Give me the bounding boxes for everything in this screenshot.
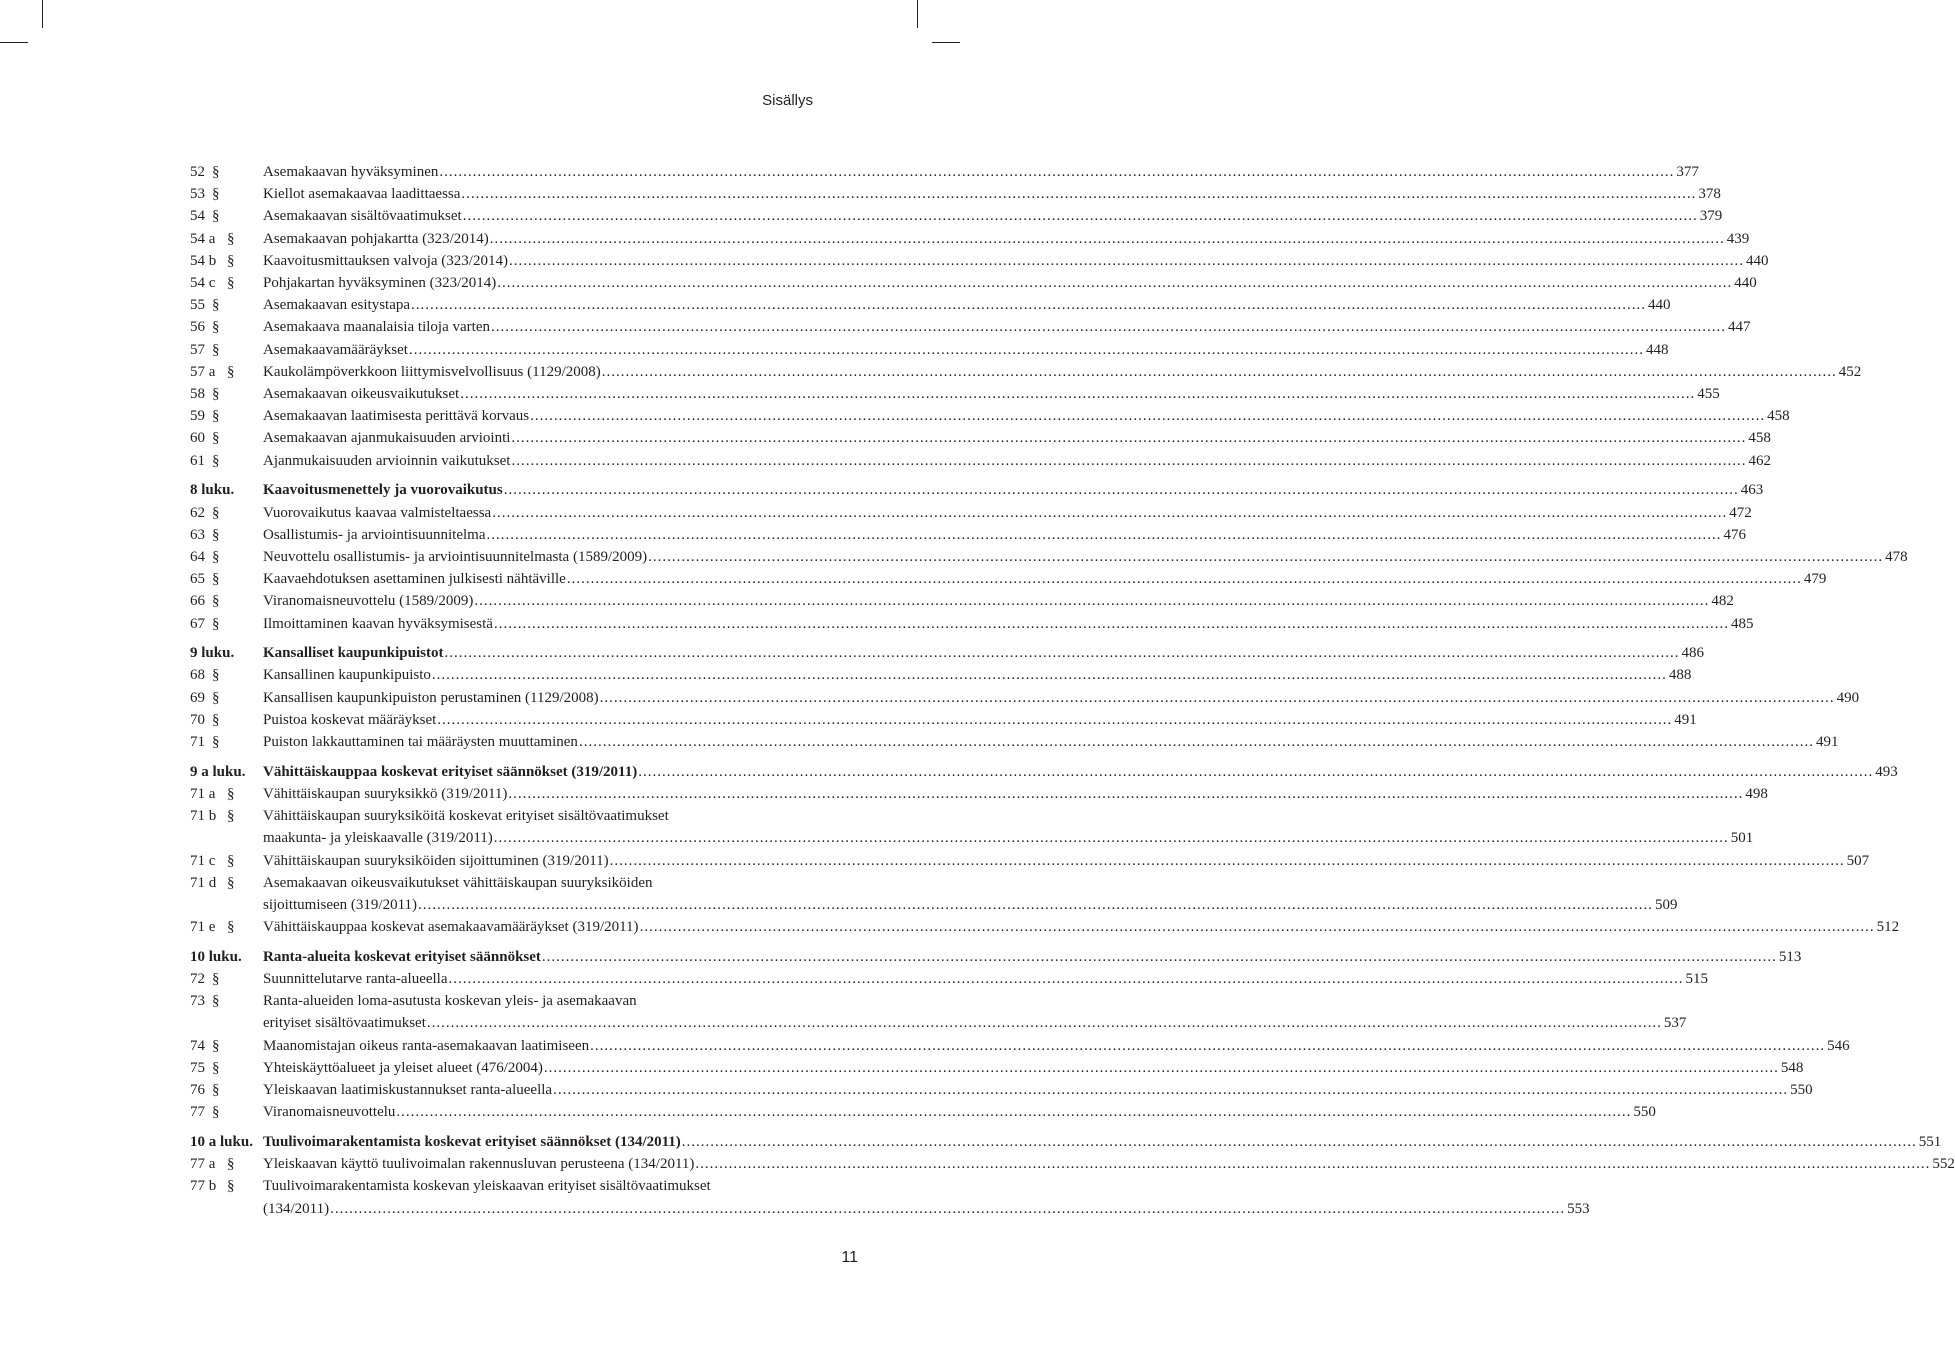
toc-entry-page: 479 (1803, 571, 1827, 588)
toc-entry-line (263, 761, 1898, 783)
toc-entry (190, 805, 813, 827)
section-sign: § (227, 808, 235, 825)
toc-entry (190, 709, 1697, 731)
dot-leader: .................................................................................................................................................................................................................................................................... (474, 593, 1710, 610)
dot-leader: .................................................................................................................................................................................................................................................................... (638, 763, 1874, 780)
section-sign: § (212, 1082, 220, 1098)
toc-entry-number: 76 (190, 1082, 205, 1098)
toc-entry-title: Pohjakartan hyväksyminen (323/2014) (263, 275, 497, 291)
toc-entry-page: 548 (1780, 1059, 1804, 1076)
toc-entry-line (263, 783, 1768, 805)
toc-entry (190, 383, 1720, 405)
toc-entry-line (263, 405, 1790, 427)
section-sign: § (212, 504, 220, 521)
dot-leader: .................................................................................................................................................................................................................................................................... (460, 386, 1696, 402)
toc-entry-continuation (190, 1198, 1590, 1220)
toc-entry-line (263, 916, 1900, 938)
toc-entry-line (263, 502, 1752, 524)
toc-entry-line (263, 183, 1721, 205)
toc-entry (190, 916, 1900, 938)
toc-entry-number: 55 (190, 297, 205, 314)
toc-entry-title: Vähittäiskaupan suuryksikkö (319/2011) (263, 785, 508, 802)
toc-entry-line (263, 590, 1734, 612)
toc-chapter (190, 642, 1704, 664)
toc-entry-number: 71 a (190, 785, 216, 802)
section-sign: § (227, 874, 235, 891)
dot-leader: .................................................................................................................................................................................................................................................................... (418, 896, 1654, 913)
toc-entry-page: 550 (1633, 1104, 1656, 1121)
toc-entry (190, 731, 1839, 753)
toc-entry-line (263, 827, 1754, 849)
toc-entry (190, 1079, 1813, 1101)
section-sign: § (212, 526, 220, 543)
toc-entry-page: 448 (1645, 341, 1669, 358)
toc-entry-title: Asemakaavan laatimisesta perittävä korvaus (263, 408, 530, 425)
toc-entry-line (263, 946, 1802, 968)
section-sign: § (212, 615, 220, 632)
toc-entry-title: Yleiskaavan käyttö tuulivoimalan rakennusluvan perusteena (134/2011) (263, 1156, 695, 1173)
toc-entry (190, 205, 1723, 227)
toc-entry-number: 77 b (190, 1178, 217, 1195)
section-sign: § (227, 785, 235, 802)
toc-entry-continuation (190, 894, 1678, 916)
toc-entry-title: Kiellot asemakaavaa laadittaessa (263, 186, 461, 203)
toc-entry-page: 515 (1685, 971, 1709, 987)
toc-entry-page: 491 (1674, 711, 1697, 728)
toc-entry-number: 9 luku. (190, 645, 235, 662)
toc-entry-number: 74 (190, 1037, 205, 1054)
toc-entry-title: Asemakaavan pohjakartta (323/2014) (263, 230, 489, 247)
toc-entry-line (263, 294, 1671, 316)
section-sign: § (212, 319, 220, 336)
toc-entry (190, 228, 1750, 250)
dot-leader: .................................................................................................................................................................................................................................................................... (426, 1015, 1662, 1032)
toc-entry-title: Neuvottelu osallistumis- ja arviointisuunnitelmasta (1589/2009) (263, 548, 648, 565)
toc-entry-number: 71 e (190, 919, 216, 936)
toc-entry-number: 71 d (190, 874, 217, 891)
toc-entry-number: 10 luku. (190, 948, 242, 965)
toc-chapter (190, 479, 1764, 501)
toc-entry-title: Yleiskaavan laatimiskustannukset ranta-alueella (263, 1082, 553, 1098)
dot-leader: .................................................................................................................................................................................................................................................................... (486, 526, 1722, 543)
toc-entry-page: 488 (1668, 667, 1692, 684)
dot-leader: .................................................................................................................................................................................................................................................................... (599, 689, 1835, 706)
toc-entry-number: 54 a (190, 230, 216, 247)
toc-entry-title: Asemakaava maanalaisia tiloja varten (263, 319, 490, 336)
toc-entry-line (263, 383, 1720, 405)
toc-entry-number: 10 a luku. (190, 1133, 253, 1150)
toc-entry-title-first-line: Vähittäiskaupan suuryksiköitä koskevat erityiset sisältövaatimukset (263, 808, 669, 825)
toc-entry-line (263, 1198, 1590, 1220)
dot-leader: .................................................................................................................................................................................................................................................................... (330, 1200, 1566, 1217)
toc-entry-number: 57 (190, 341, 205, 358)
toc-entry-title: Puiston lakkauttaminen tai määräysten muuttaminen (263, 734, 578, 750)
section-sign: § (212, 734, 220, 750)
toc-entry-title: Kaavaehdotuksen asettaminen julkisesti nähtäville (263, 571, 566, 588)
toc-entry-page: 490 (1836, 689, 1860, 706)
toc-entry-title: Suunnittelutarve ranta-alueella (263, 971, 448, 987)
toc-entry-line (263, 1101, 1656, 1123)
toc-entry-line (263, 479, 1764, 501)
toc-entry-page: 462 (1748, 452, 1771, 469)
toc-entry-title: Asemakaavan oikeusvaikutukset (263, 386, 460, 402)
section-sign: § (212, 571, 220, 588)
toc-entry-number: 65 (190, 571, 205, 588)
dot-leader: .................................................................................................................................................................................................................................................................... (408, 341, 1644, 358)
toc-entry-number: 72 (190, 971, 205, 987)
toc-entry-number: 71 (190, 734, 205, 750)
toc-entry-page: 463 (1740, 482, 1764, 499)
section-sign: § (212, 208, 220, 225)
toc-entry-number: 61 (190, 452, 205, 469)
toc-entry-page: 378 (1698, 186, 1721, 203)
toc-entry (190, 294, 1671, 316)
toc-entry-line (263, 1012, 1687, 1034)
toc-entry-page: 458 (1748, 430, 1771, 447)
dot-leader: .................................................................................................................................................................................................................................................................... (553, 1082, 1789, 1098)
toc-entry-title: Asemakaavamääräykset (263, 341, 408, 358)
toc-entry-page: 379 (1699, 208, 1723, 225)
toc-entry (190, 361, 1862, 383)
dot-leader: .................................................................................................................................................................................................................................................................... (508, 785, 1744, 802)
toc-entry-page: 546 (1827, 1037, 1850, 1054)
toc-entry-title: Osallistumis- ja arviointisuunnitelma (263, 526, 486, 543)
section-sign: § (212, 341, 220, 358)
toc-entry (190, 427, 1771, 449)
section-sign: § (227, 230, 235, 247)
toc-entry-number: 71 b (190, 808, 217, 825)
toc-entry-number: 63 (190, 526, 205, 543)
dot-leader: .................................................................................................................................................................................................................................................................... (543, 1059, 1779, 1076)
section-sign: § (227, 852, 235, 869)
toc-entry-line (263, 316, 1751, 338)
toc-entry-line (263, 613, 1754, 635)
toc-entry-title: maakunta- ja yleiskaavalle (319/2011) (263, 830, 493, 847)
dot-leader: .................................................................................................................................................................................................................................................................... (541, 948, 1777, 965)
toc-entry-number: 71 c (190, 852, 216, 869)
toc-entry-line (263, 731, 1839, 753)
toc-entry-number: 58 (190, 386, 205, 402)
toc-entry-page: 458 (1767, 408, 1790, 425)
toc-entry (190, 968, 1709, 990)
toc-entry (190, 1035, 1850, 1057)
toc-entry-line (263, 546, 1908, 568)
toc-entry-line (263, 427, 1771, 449)
toc-entry-title-first-line: Tuulivoimarakentamista koskevan yleiskaavan erityiset sisältövaatimukset (263, 1178, 711, 1195)
toc-chapter (190, 761, 1898, 783)
toc-entry-page: 440 (1648, 297, 1671, 314)
toc-entry-title: Kaavoitusmenettely ja vuorovaikutus (263, 482, 503, 499)
toc-entry-title: (134/2011) (263, 1200, 330, 1217)
toc-entry-number: 67 (190, 615, 205, 632)
toc-entry-title: Vähittäiskaupan suuryksiköiden sijoittuminen (319/2011) (263, 852, 609, 869)
dot-leader: .................................................................................................................................................................................................................................................................... (431, 667, 1667, 684)
toc-entry-page: 513 (1778, 948, 1802, 965)
section-sign: § (212, 711, 220, 728)
toc-entry-title: Kansallisen kaupunkipuiston perustaminen (1129/2008) (263, 689, 599, 706)
toc-entry-page: 491 (1815, 734, 1839, 750)
toc-entry (190, 524, 1746, 546)
toc-entry-line (263, 1153, 1955, 1175)
toc-entry-page: 447 (1727, 319, 1751, 336)
dot-leader: .................................................................................................................................................................................................................................................................... (396, 1104, 1632, 1121)
toc-entry-page: 485 (1730, 615, 1754, 632)
toc-entry-number: 54 (190, 208, 205, 225)
toc-entry-line (263, 524, 1746, 546)
toc-entry-number: 64 (190, 548, 205, 565)
section-sign: § (212, 297, 220, 314)
toc-entry (190, 405, 1790, 427)
toc-entry-title: Kansallinen kaupunkipuisto (263, 667, 431, 684)
toc-entry (190, 990, 813, 1012)
section-sign: § (212, 164, 220, 180)
toc-entry-number: 54 b (190, 252, 217, 269)
section-sign: § (212, 1104, 220, 1121)
toc-entry-continuation (190, 827, 1754, 849)
toc-entry-title: Asemakaavan hyväksyminen (263, 164, 439, 180)
toc-entry-line (263, 568, 1827, 590)
toc-entry-number: 70 (190, 711, 205, 728)
toc-entry-line (263, 687, 1860, 709)
toc-entry (190, 502, 1752, 524)
toc-entry-page: 551 (1918, 1133, 1942, 1150)
dot-leader: .................................................................................................................................................................................................................................................................... (462, 208, 1698, 225)
dot-leader: .................................................................................................................................................................................................................................................................... (439, 164, 1675, 180)
toc-entry (190, 613, 1754, 635)
toc-entry (190, 339, 1669, 361)
toc-entry-title-first-line: Ranta-alueiden loma-asutusta koskevan yleis- ja asemakaavan (263, 993, 637, 1010)
toc-entry-title: Kaukolämpöverkkoon liittymisvelvollisuus (1129/2008) (263, 363, 601, 380)
toc-entry (190, 450, 1771, 472)
section-sign: § (227, 252, 235, 269)
toc-entry-line (263, 709, 1697, 731)
toc-entry (190, 590, 1734, 612)
dot-leader: .................................................................................................................................................................................................................................................................... (511, 452, 1747, 469)
dot-leader: .................................................................................................................................................................................................................................................................... (448, 971, 1684, 987)
toc-entry-line (263, 228, 1750, 250)
toc-entry-continuation (190, 1012, 1687, 1034)
toc-entry-page: 507 (1846, 852, 1870, 869)
dot-leader: .................................................................................................................................................................................................................................................................... (437, 711, 1673, 728)
toc-entry-page: 552 (1932, 1156, 1955, 1173)
dot-leader: .................................................................................................................................................................................................................................................................... (497, 275, 1733, 291)
toc-entry (190, 1153, 1955, 1175)
toc-entry-title: Ranta-alueita koskevat erityiset säännökset (263, 948, 541, 965)
dot-leader: .................................................................................................................................................................................................................................................................... (681, 1133, 1917, 1150)
dot-leader: .................................................................................................................................................................................................................................................................... (461, 186, 1697, 203)
toc-entry-page: 440 (1734, 275, 1757, 291)
toc-entry-number: 62 (190, 504, 205, 521)
section-sign: § (212, 386, 220, 402)
dot-leader: .................................................................................................................................................................................................................................................................... (530, 408, 1766, 425)
section-sign: § (212, 993, 220, 1010)
section-sign: § (227, 919, 235, 936)
toc-entry-number: 54 c (190, 275, 216, 291)
toc-entry-number: 53 (190, 186, 205, 203)
section-sign: § (212, 430, 220, 447)
toc-entry-title: Kansalliset kaupunkipuistot (263, 645, 444, 662)
toc-entry-title: Viranomaisneuvottelu (263, 1104, 396, 1121)
dot-leader: .................................................................................................................................................................................................................................................................... (578, 734, 1814, 750)
toc-entry (190, 664, 1692, 686)
toc-entry-page: 377 (1676, 164, 1699, 180)
toc-entry-line (263, 272, 1757, 294)
toc-entry-line (263, 968, 1709, 990)
toc-entry-page: 486 (1681, 645, 1704, 662)
toc-entry-page: 512 (1876, 919, 1900, 936)
toc-entry (190, 250, 1769, 272)
toc-entry-number: 52 (190, 164, 205, 180)
toc-entry-title: Vähittäiskauppaa koskevat erityiset säännökset (319/2011) (263, 763, 638, 780)
section-sign: § (212, 971, 220, 987)
toc-entry-page: 509 (1655, 896, 1678, 913)
section-sign: § (227, 1178, 235, 1195)
section-sign: § (212, 593, 220, 610)
dot-leader: .................................................................................................................................................................................................................................................................... (566, 571, 1802, 588)
section-sign: § (212, 186, 220, 203)
toc-entry-title-first-line: Asemakaavan oikeusvaikutukset vähittäiskaupan suuryksiköiden (263, 874, 653, 891)
toc-entry-title: Viranomaisneuvottelu (1589/2009) (263, 593, 474, 610)
toc-entry-title: Puistoa koskevat määräykset (263, 711, 437, 728)
toc-entry-title: Kaavoitusmittauksen valvoja (323/2014) (263, 252, 508, 269)
toc-entry-line (263, 250, 1769, 272)
section-sign: § (227, 363, 235, 380)
running-header: Sisällys (762, 92, 813, 109)
toc-entry (190, 316, 1751, 338)
toc-entry-number: 77 (190, 1104, 205, 1121)
toc-entry-number: 75 (190, 1059, 205, 1076)
toc-entry-page: 482 (1711, 593, 1734, 610)
toc-entry-number: 69 (190, 689, 205, 706)
toc-entry-page: 440 (1745, 252, 1769, 269)
toc-entry-line (263, 664, 1692, 686)
toc-entry-line (263, 339, 1669, 361)
toc-entry (190, 1175, 813, 1197)
toc-entry-number: 60 (190, 430, 205, 447)
toc-entry-line (263, 1035, 1850, 1057)
toc-entry-page: 439 (1726, 230, 1750, 247)
toc-entry-number: 59 (190, 408, 205, 425)
section-sign: § (227, 1156, 235, 1173)
section-sign: § (212, 689, 220, 706)
dot-leader: .................................................................................................................................................................................................................................................................... (493, 830, 1729, 847)
section-sign: § (212, 452, 220, 469)
toc-entry (190, 568, 1827, 590)
toc-entry (190, 872, 813, 894)
toc-entry-page: 455 (1697, 386, 1720, 402)
toc-entry-page: 498 (1745, 785, 1768, 802)
section-sign: § (212, 1037, 220, 1054)
toc-entry (190, 687, 1860, 709)
toc-entry-page: 476 (1723, 526, 1746, 543)
toc-entry (190, 783, 1768, 805)
section-sign: § (212, 408, 220, 425)
toc-entry-page: 472 (1729, 504, 1752, 521)
toc-entry-line (263, 894, 1678, 916)
toc-entry-line (263, 642, 1704, 664)
dot-leader: .................................................................................................................................................................................................................................................................... (508, 252, 1744, 269)
toc-entry-page: 478 (1885, 548, 1908, 565)
toc-entry-page: 493 (1875, 763, 1898, 780)
dot-leader: .................................................................................................................................................................................................................................................................... (444, 645, 1680, 662)
toc-entry-title: Asemakaavan ajanmukaisuuden arviointi (263, 430, 511, 447)
dot-leader: .................................................................................................................................................................................................................................................................... (503, 482, 1739, 499)
toc-entry-number: 8 luku. (190, 482, 235, 499)
toc-entry-title: Ajanmukaisuuden arvioinnin vaikutukset (263, 452, 511, 469)
toc-entry-line (263, 1057, 1804, 1079)
toc-entry-title: Asemakaavan esitystapa (263, 297, 411, 314)
toc-entry-title: Tuulivoimarakentamista koskevat erityiset säännökset (134/2011) (263, 1133, 681, 1150)
section-sign: § (212, 1059, 220, 1076)
toc-entry (190, 546, 1908, 568)
toc-entry-number: 77 a (190, 1156, 216, 1173)
toc-chapter (190, 1131, 1942, 1153)
page-number: 11 (841, 1249, 858, 1266)
dot-leader: .................................................................................................................................................................................................................................................................... (511, 430, 1747, 447)
toc-entry-page: 537 (1663, 1015, 1687, 1032)
dot-leader: .................................................................................................................................................................................................................................................................... (648, 548, 1884, 565)
toc-chapter (190, 946, 1802, 968)
toc-entry-title: Vähittäiskauppaa koskevat asemakaavamääräykset (319/2011) (263, 919, 639, 936)
toc-entry-title: Vuorovaikutus kaavaa valmisteltaessa (263, 504, 492, 521)
dot-leader: .................................................................................................................................................................................................................................................................... (492, 504, 1728, 521)
toc-entry (190, 850, 1870, 872)
toc-entry-page: 550 (1790, 1082, 1813, 1098)
toc-entry-title: Yhteiskäyttöalueet ja yleiset alueet (476/2004) (263, 1059, 543, 1076)
section-sign: § (227, 275, 235, 291)
dot-leader: .................................................................................................................................................................................................................................................................... (695, 1156, 1931, 1173)
toc-entry-page: 501 (1730, 830, 1754, 847)
toc-entry-line (263, 361, 1862, 383)
dot-leader: .................................................................................................................................................................................................................................................................... (601, 363, 1837, 380)
toc-entry-page: 553 (1567, 1200, 1590, 1217)
dot-leader: .................................................................................................................................................................................................................................................................... (411, 297, 1647, 314)
toc-entry-line (263, 1131, 1942, 1153)
toc-entry-title: Maanomistajan oikeus ranta-asemakaavan laatimiseen (263, 1037, 590, 1054)
dot-leader: .................................................................................................................................................................................................................................................................... (490, 319, 1726, 336)
toc-entry-number: 66 (190, 593, 205, 610)
toc-entry (190, 161, 1699, 183)
dot-leader: .................................................................................................................................................................................................................................................................... (590, 1037, 1826, 1054)
dot-leader: .................................................................................................................................................................................................................................................................... (493, 615, 1729, 632)
toc-entry-number: 57 a (190, 363, 216, 380)
section-sign: § (212, 667, 220, 684)
toc-entry-title: Ilmoittaminen kaavan hyväksymisestä (263, 615, 493, 632)
toc-entry-line (263, 850, 1870, 872)
toc-entry-page: 452 (1838, 363, 1862, 380)
toc-entry-number: 73 (190, 993, 205, 1010)
toc-entry-title: sijoittumiseen (319/2011) (263, 896, 418, 913)
toc-entry-number: 68 (190, 667, 205, 684)
toc-entry-number: 56 (190, 319, 205, 336)
toc-entry-line (263, 161, 1699, 183)
toc-entry (190, 1101, 1656, 1123)
toc-entry (190, 1057, 1804, 1079)
toc-entry (190, 272, 1757, 294)
dot-leader: .................................................................................................................................................................................................................................................................... (489, 230, 1725, 247)
toc-entry-line (263, 450, 1771, 472)
dot-leader: .................................................................................................................................................................................................................................................................... (609, 852, 1845, 869)
toc-entry-line (263, 205, 1723, 227)
toc-entry-line (263, 1079, 1813, 1101)
toc-entry-title: erityiset sisältövaatimukset (263, 1015, 426, 1032)
toc-entry (190, 183, 1721, 205)
toc-entry-number: 9 a luku. (190, 763, 246, 780)
section-sign: § (212, 548, 220, 565)
dot-leader: .................................................................................................................................................................................................................................................................... (639, 919, 1875, 936)
toc-entry-title: Asemakaavan sisältövaatimukset (263, 208, 462, 225)
